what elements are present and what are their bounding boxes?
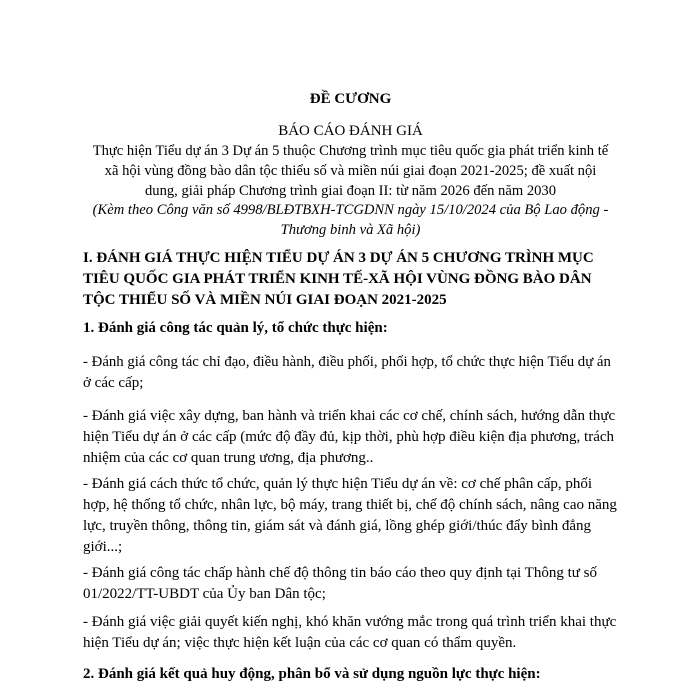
bullet-paragraph — [83, 563, 618, 605]
report-title: BÁO CÁO ĐÁNH GIÁ — [278, 123, 423, 139]
paragraph-line: nhiệm của các cơ quan trung ương, địa phương.. — [83, 450, 374, 466]
bullet-paragraph — [83, 612, 618, 654]
paragraph-line: ở các cấp; — [83, 375, 144, 391]
paragraph-line: giới...; — [83, 539, 123, 555]
document-title: ĐỀ CƯƠNG — [309, 91, 392, 107]
section-heading-line: I. ĐÁNH GIÁ THỰC HIỆN TIỂU DỰ ÁN 3 DỰ ÁN 5 CHƯƠNG TRÌNH MỤC — [83, 250, 594, 266]
paragraph-line: - Đánh giá việc xây dựng, ban hành và triển khai các cơ chế, chính sách, hướng dẫn thực — [83, 408, 616, 424]
bullet-paragraph — [83, 406, 618, 469]
paragraph-line: - Đánh giá cách thức tổ chức, quản lý thực hiện Tiểu dự án về: cơ chế phân cấp, phối — [83, 476, 593, 492]
paragraph-line: - Đánh giá công tác chấp hành chế độ thông tin báo cáo theo quy định tại Thông tư số — [83, 565, 597, 581]
report-subtitle-line: xã hội vùng đồng bào dân tộc thiểu số và miền núi giai đoạn 2021-2025; đề xuất nội — [104, 163, 597, 179]
paragraph-line: - Đánh giá việc giải quyết kiến nghị, khó khăn vướng mắc trong quá trình triển khai thực — [83, 614, 617, 630]
bullet-paragraph — [83, 474, 618, 558]
report-subtitle-line: Thực hiện Tiểu dự án 3 Dự án 5 thuộc Chương trình mục tiêu quốc gia phát triển kinh tế — [92, 143, 609, 159]
bullet-paragraph — [83, 352, 618, 394]
subsection-heading-1: 1. Đánh giá công tác quản lý, tổ chức thực hiện: — [83, 320, 388, 336]
paragraph-line: lực, truyền thông, thông tin, giám sát và đánh giá, lồng ghép giới/thúc đẩy bình đẳng — [83, 518, 592, 534]
report-subtitle-line: dung, giải pháp Chương trình giai đoạn II: từ năm 2026 đến năm 2030 — [144, 183, 557, 199]
report-note-line: Thương binh và Xã hội) — [280, 222, 421, 238]
report-note — [83, 200, 618, 240]
section-heading-line: TIÊU QUỐC GIA PHÁT TRIỂN KINH TẾ-XÃ HỘI VÙNG ĐỒNG BÀO DÂN — [83, 271, 592, 287]
report-note-line: (Kèm theo Công văn số 4998/BLĐTBXH-TCGDNN ngày 15/10/2024 của Bộ Lao động - — [92, 202, 609, 218]
paragraph-line: hợp, hệ thống tổ chức, nhân lực, bộ máy, trang thiết bị, chế độ chính sách, nâng cao năng — [83, 497, 617, 513]
report-subtitle — [83, 141, 618, 201]
paragraph-line: hiện Tiểu dự án ở các cấp (mức độ đầy đủ, kịp thời, phù hợp điều kiện địa phương, trách — [83, 429, 615, 445]
section-heading — [83, 248, 618, 311]
paragraph-line: - Đánh giá công tác chỉ đạo, điều hành, điều phối, phối hợp, tổ chức thực hiện Tiểu dự án — [83, 354, 611, 370]
paragraph-line: hiện Tiểu dự án; việc thực hiện kết luận của các cơ quan có thẩm quyền. — [83, 635, 517, 651]
section-heading-line: TỘC THIỂU SỐ VÀ MIỀN NÚI GIAI ĐOẠN 2021-2025 — [83, 292, 447, 308]
paragraph-line: 01/2022/TT-UBDT của Ủy ban Dân tộc; — [83, 586, 326, 602]
subsection-heading-2: 2. Đánh giá kết quả huy động, phân bổ và sử dụng nguồn lực thực hiện: — [83, 666, 541, 682]
